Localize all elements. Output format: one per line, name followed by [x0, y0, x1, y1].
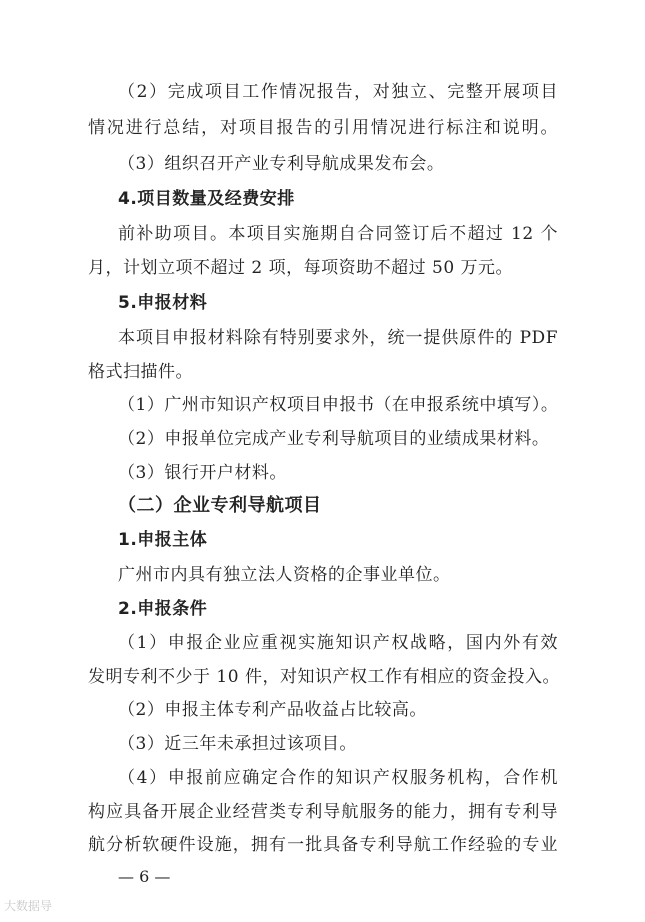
- paragraph-line: 航分析软硬件设施，拥有一批具备专利导航工作经验的专业: [88, 835, 558, 855]
- paragraph-line: （1）广州市知识产权项目申报书（在申报系统中填写）。: [118, 395, 559, 415]
- subheading: 4.项目数量及经费安排: [118, 189, 295, 209]
- paragraph-line: 广州市内具有独立法人资格的企事业单位。: [118, 565, 451, 585]
- paragraph-line: （2）完成项目工作情况报告，对独立、完整开展项目: [118, 82, 558, 102]
- paragraph-line: （2）申报主体专利产品收益占比较高。: [118, 700, 427, 720]
- paragraph-line: （3）近三年未承担过该项目。: [118, 734, 357, 754]
- paragraph-line: 格式扫描件。: [88, 362, 193, 382]
- subheading: 2.申报条件: [118, 599, 208, 619]
- watermark: 大数据导: [4, 899, 53, 913]
- paragraph-line: 本项目申报材料除有特别要求外，统一提供原件的 PDF: [118, 328, 558, 348]
- paragraph-line: （3）组织召开产业专利导航成果发布会。: [118, 154, 445, 174]
- page-number: — 6 —: [118, 867, 171, 886]
- paragraph-line: 前补助项目。本项目实施期自合同签订后不超过 12 个: [118, 224, 558, 244]
- paragraph-line: 月，计划立项不超过 2 项，每项资助不超过 50 万元。: [88, 258, 514, 278]
- paragraph-line: （1）申报企业应重视实施知识产权战略，国内外有效: [118, 633, 558, 653]
- section-heading: （二）企业专利导航项目: [118, 495, 322, 516]
- paragraph-line: 构应具备开展企业经营类专利导航服务的能力，拥有专利导: [88, 802, 558, 822]
- paragraph-line: （3）银行开户材料。: [118, 463, 287, 483]
- paragraph-line: 情况进行总结，对项目报告的引用情况进行标注和说明。: [88, 118, 558, 138]
- paragraph-line: （4）申报前应确定合作的知识产权服务机构，合作机: [118, 768, 558, 788]
- subheading: 5.申报材料: [118, 293, 208, 313]
- subheading: 1.申报主体: [118, 530, 208, 550]
- paragraph-line: 发明专利不少于 10 件，对知识产权工作有相应的资金投入。: [88, 667, 560, 687]
- paragraph-line: （2）申报单位完成产业专利导航项目的业绩成果材料。: [118, 429, 550, 449]
